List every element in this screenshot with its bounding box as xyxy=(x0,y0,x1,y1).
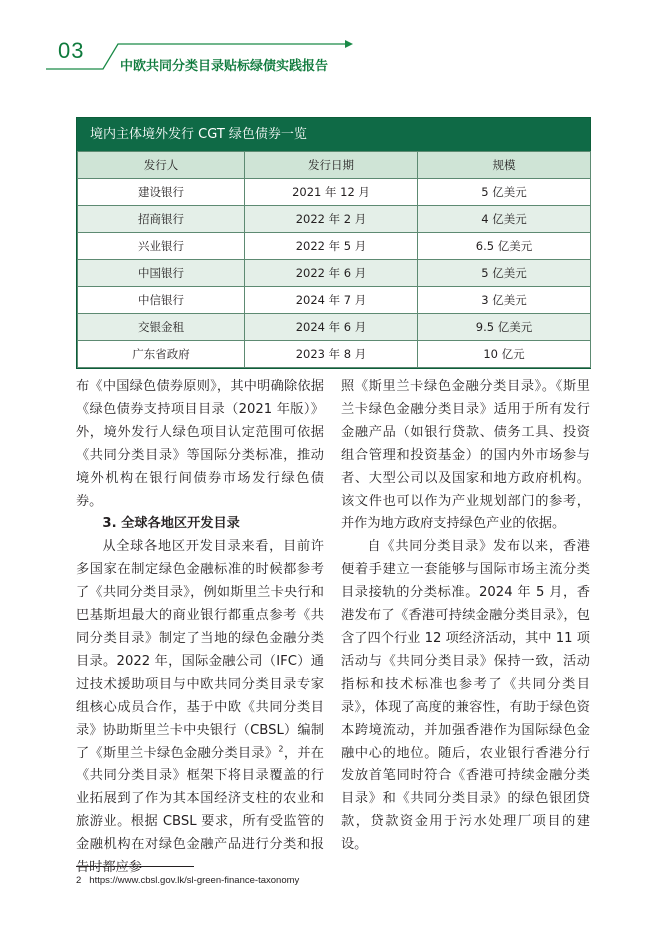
paragraph: 自《共同分类目录》发布以来，香港便着手建立一套能够与国际市场主流分类目录接轨的分类标准。2024 年 5 月，香港发布了《香港可持续金融分类目录》，包含了四个行业 12 项经济活动，其中 11 项活动与《共同分类目录》保持一致，活动指标和技术标准也参考了《共同分类目录》，体现了高度的兼容性，有助于绿色资本跨境流动，并加强香港作为国际绿色金融中心的地位。随后，农业银行香港分行发放首笔同时符合《香港可持续金融分类目录》和《共同分类目录》的绿色银团贷款，贷款资金用于污水处理厂项目的建设。 xyxy=(341,539,590,853)
cell-size: 10 亿元 xyxy=(418,341,591,368)
cell-date: 2022 年 2 月 xyxy=(245,206,418,233)
cell-date: 2022 年 6 月 xyxy=(245,260,418,287)
cell-date: 2023 年 8 月 xyxy=(245,341,418,368)
paragraph-text: ，并在《共同分类目录》框架下将目录覆盖的行业拓展到了作为其本国经济支柱的农业和旅游业。根据 CBSL 要求，所有受监管的金融机构在对绿色金融产品进行分类和报告时都应参 xyxy=(76,745,324,876)
left-text-column xyxy=(76,376,324,880)
cell-date: 2024 年 6 月 xyxy=(245,314,418,341)
report-title: 中欧共同分类目录贴标绿债实践报告 xyxy=(120,59,329,74)
cell-size: 5 亿美元 xyxy=(418,260,591,287)
table-title: 境内主体境外发行 CGT 绿色债券一览 xyxy=(77,118,590,151)
paragraph xyxy=(76,536,324,880)
bond-table xyxy=(76,117,591,369)
cell-size: 4 亿美元 xyxy=(418,206,591,233)
cell-date: 2024 年 7 月 xyxy=(245,287,418,314)
footnote-number: 2 xyxy=(76,875,82,886)
footnote-divider xyxy=(76,866,194,867)
cell-size: 5 亿美元 xyxy=(418,179,591,206)
paragraph-text: 从全球各地区开发目录来看，目前许多国家在制定绿色金融标准的时候都参考了《共同分类目录》，例如斯里兰卡央行和巴基斯坦最大的商业银行都重点参考《共同分类目录》制定了当地的绿色金融分类目录。2022 年，国际金融公司（IFC）通过技术援助项目与中欧共同分类目录专家组核心成员合作，基于中欧《共同分类目录》协助斯里兰卡中央银行（CBSL）编制了《斯里兰卡绿色金融分类目录》 xyxy=(76,539,324,761)
cell-size: 6.5 亿美元 xyxy=(418,233,591,260)
header-size: 规模 xyxy=(418,152,591,179)
cell-issuer: 中国银行 xyxy=(78,260,245,287)
cell-size: 3 亿美元 xyxy=(418,287,591,314)
paragraph: 布《中国绿色债券原则》，其中明确除依据《绿色债券支持项目目录（2021 年版）》外，境外发行人绿色项目认定范围可依据《共同分类目录》等国际分类标准，推动境外机构在银行间债券市场发行绿色债券。 xyxy=(76,379,324,509)
table-row xyxy=(78,179,591,206)
cell-issuer: 中信银行 xyxy=(78,287,245,314)
table-grid xyxy=(77,151,591,368)
header-date: 发行日期 xyxy=(245,152,418,179)
table-row xyxy=(78,341,591,368)
cell-size: 9.5 亿美元 xyxy=(418,314,591,341)
table-row xyxy=(78,314,591,341)
header-issuer: 发行人 xyxy=(78,152,245,179)
table-row xyxy=(78,287,591,314)
section-heading: 3. 全球各地区开发目录 xyxy=(102,516,240,532)
cell-issuer: 广东省政府 xyxy=(78,341,245,368)
footnote-ref[interactable]: 2 xyxy=(278,744,284,754)
cell-date: 2022 年 5 月 xyxy=(245,233,418,260)
table-header-row xyxy=(78,152,591,179)
footnote-link[interactable]: https://www.cbsl.gov.lk/sl-green-finance-taxonomy xyxy=(89,875,300,886)
header-decoration xyxy=(0,0,665,90)
cell-issuer: 交银金租 xyxy=(78,314,245,341)
paragraph: 照《斯里兰卡绿色金融分类目录》。《斯里兰卡绿色金融分类目录》适用于所有发行金融产品（如银行贷款、债务工具、投资组合管理和投资基金）的国内外市场参与者、大型公司以及国家和地方政府机构。该文件也可以作为产业规划部门的参考，并作为地方政府支持绿色产业的依据。 xyxy=(341,379,590,532)
cell-date: 2021 年 12 月 xyxy=(245,179,418,206)
page-number: 03 xyxy=(58,38,85,63)
table-row xyxy=(78,260,591,287)
table-row xyxy=(78,206,591,233)
footnote xyxy=(76,875,299,886)
cell-issuer: 招商银行 xyxy=(78,206,245,233)
right-text-column xyxy=(341,376,590,857)
cell-issuer: 兴业银行 xyxy=(78,233,245,260)
cell-issuer: 建设银行 xyxy=(78,179,245,206)
table-row xyxy=(78,233,591,260)
